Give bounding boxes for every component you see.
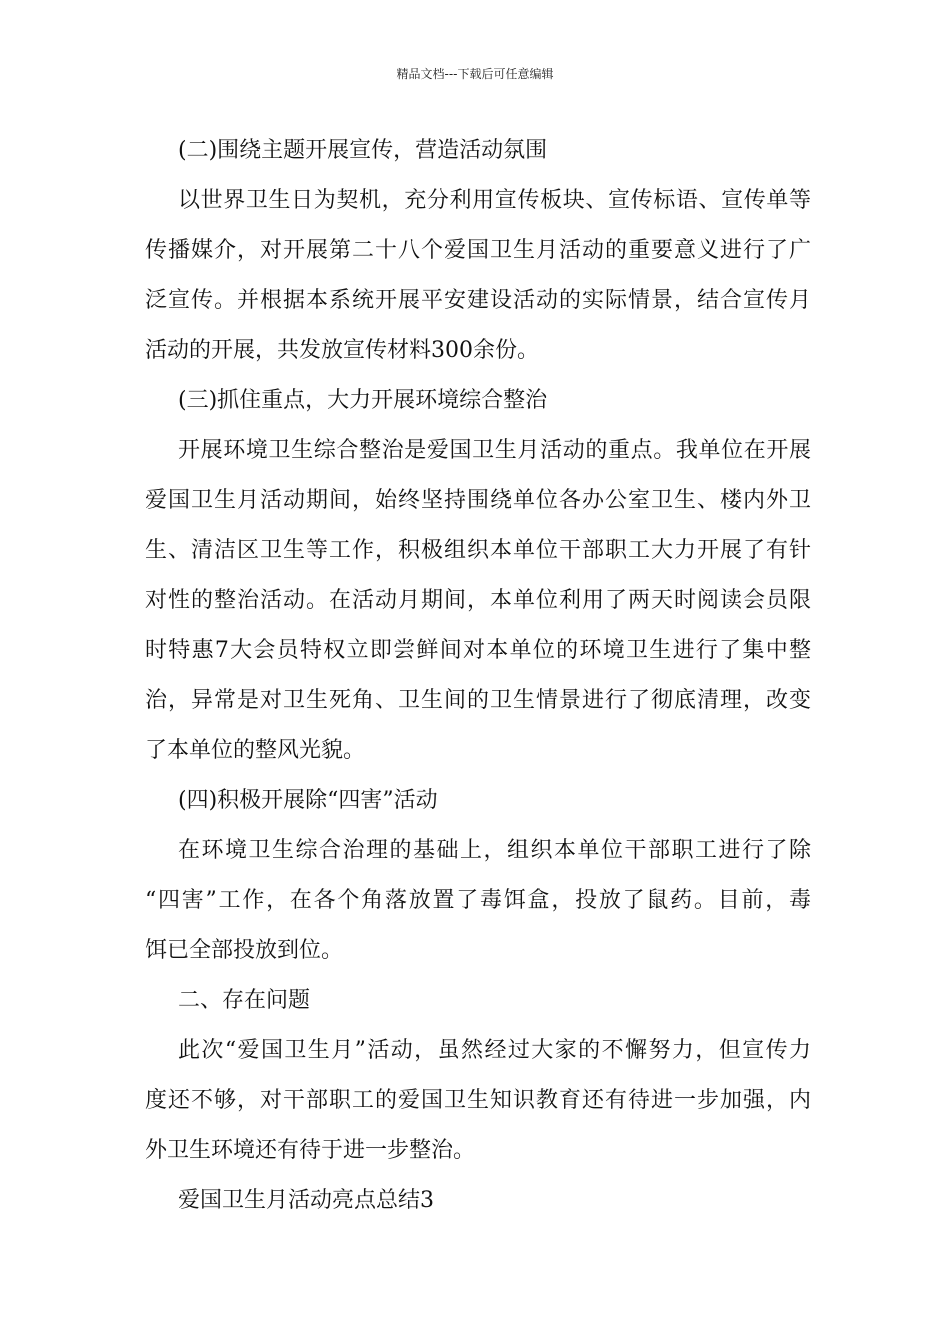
paragraph-line: 活动的开展，共发放宣传材料300余份。 [145,338,539,363]
paragraph-line: 饵已全部投放到位。 [145,938,344,963]
paragraph-line: 此次“爱国卫生月”活动，虽然经过大家的不懈努力，但宣传力 [178,1038,811,1063]
paragraph-line: 以世界卫生日为契机，充分利用宣传板块、宣传标语、宣传单等 [178,188,811,213]
paragraph-line: “四害”工作，在各个角落放置了毒饵盒，投放了鼠药。目前，毒 [145,888,811,913]
paragraph-line: 对性的整治活动。在活动月期间，本单位利用了两天时阅读会员限 [145,588,811,613]
paragraph-environment [145,426,811,776]
paragraph-four-pests [145,826,811,976]
document-body [145,126,811,1226]
paragraph-line: 了本单位的整风光貌。 [145,738,366,763]
page-header: 精品文档---下载后可任意编辑 [396,67,554,81]
paragraph-line: 治，异常是对卫生死角、卫生间的卫生情景进行了彻底清理，改变 [145,688,811,713]
paragraph-line: 爱国卫生月活动期间，始终坚持围绕单位各办公室卫生、楼内外卫 [145,488,811,513]
paragraph-publicity [145,176,811,376]
paragraph-line: 在环境卫生综合治理的基础上，组织本单位干部职工进行了除 [178,838,811,863]
paragraph-problems [145,1026,811,1176]
section-heading-problems: 二、存在问题 [178,988,311,1013]
paragraph-line: 开展环境卫生综合整治是爱国卫生月活动的重点。我单位在开展 [178,438,811,463]
paragraph-line: 时特惠7大会员特权立即尝鲜间对本单位的环境卫生进行了集中整 [145,638,811,663]
paragraph-line: 泛宣传。并根据本系统开展平安建设活动的实际情景，结合宣传月 [145,288,811,313]
paragraph-line: 度还不够，对干部职工的爱国卫生知识教育还有待进一步加强，内 [145,1088,811,1113]
paragraph-line: 外卫生环境还有待于进一步整治。 [145,1138,476,1163]
subsection-heading-2: (二)围绕主题开展宣传，营造活动氛围 [178,138,548,163]
subsection-heading-3: (三)抓住重点，大力开展环境综合整治 [178,388,548,413]
subsection-heading-4: (四)积极开展除“四害”活动 [178,788,438,813]
paragraph-line: 生、清洁区卫生等工作，积极组织本单位干部职工大力开展了有针 [145,538,811,563]
paragraph-line: 传播媒介，对开展第二十八个爱国卫生月活动的重要意义进行了广 [145,238,811,263]
next-article-title: 爱国卫生月活动亮点总结3 [178,1188,434,1213]
